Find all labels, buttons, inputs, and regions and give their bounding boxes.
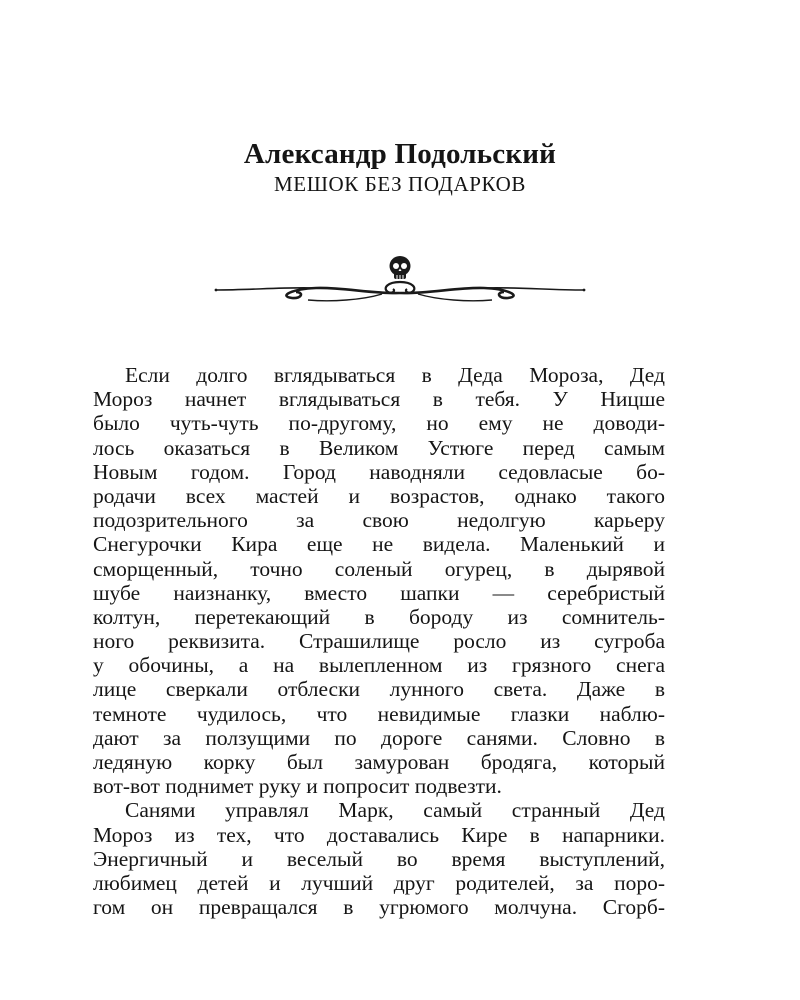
text-line: Энергичный и веселый во время выступлений, (93, 846, 665, 871)
text-line: Новым годом. Город наводняли седовласые бо- (93, 459, 665, 484)
text-line: вот-вот поднимет руку и попросит подвезти. (93, 774, 502, 799)
text-line: родачи всех мастей и возрастов, однако такого (93, 483, 665, 508)
author-name: Александр Подольский (243, 138, 557, 170)
text-line: было чуть-чуть по-другому, но ему не доводи- (93, 411, 665, 436)
text-line: сморщенный, точно соленый огурец, в дырявой (93, 556, 665, 581)
text-line: Если долго вглядываться в Деда Мороза, Дед (125, 363, 665, 387)
text-line: шубе наизнанку, вместо шапки — серебристый (93, 580, 665, 605)
text-line: гом он превращался в угрюмого молчуна. Сгорб- (93, 895, 665, 920)
text-line: темноте чудилось, что невидимые глазки наблю- (93, 701, 665, 726)
text-line: лице сверкали отблески лунного света. Даже в (93, 677, 665, 702)
story-title: МЕШОК БЕЗ ПОДАРКОВ (274, 172, 526, 196)
text-line: колтун, перетекающий в бороду из сомнитель- (93, 604, 665, 629)
skull-flourish-icon (212, 254, 588, 302)
text-line: ледяную корку был замурован бродяга, который (93, 750, 665, 774)
text-line: Снегурочки Кира еще не видела. Маленький и (93, 532, 665, 557)
text-line: Мороз начнет вглядываться в тебя. У Ницше (93, 387, 665, 412)
text-line: подозрительного за свою недолгую карьеру (93, 508, 665, 533)
text-line: Санями управлял Марк, самый странный Дед (125, 798, 665, 823)
text-line: дают за ползущими по дороге санями. Словно в (93, 725, 665, 750)
text-line: Мороз из тех, что доставались Кире в напарники. (93, 822, 665, 847)
text-line: у обочины, а на вылепленном из грязного снега (93, 653, 665, 678)
text-line: лось оказаться в Великом Устюге перед самым (93, 435, 665, 460)
text-line: ного реквизита. Страшилище росло из сугроба (93, 629, 665, 654)
text-line: любимец детей и лучший друг родителей, за поро- (93, 870, 665, 895)
story-body (93, 363, 665, 919)
